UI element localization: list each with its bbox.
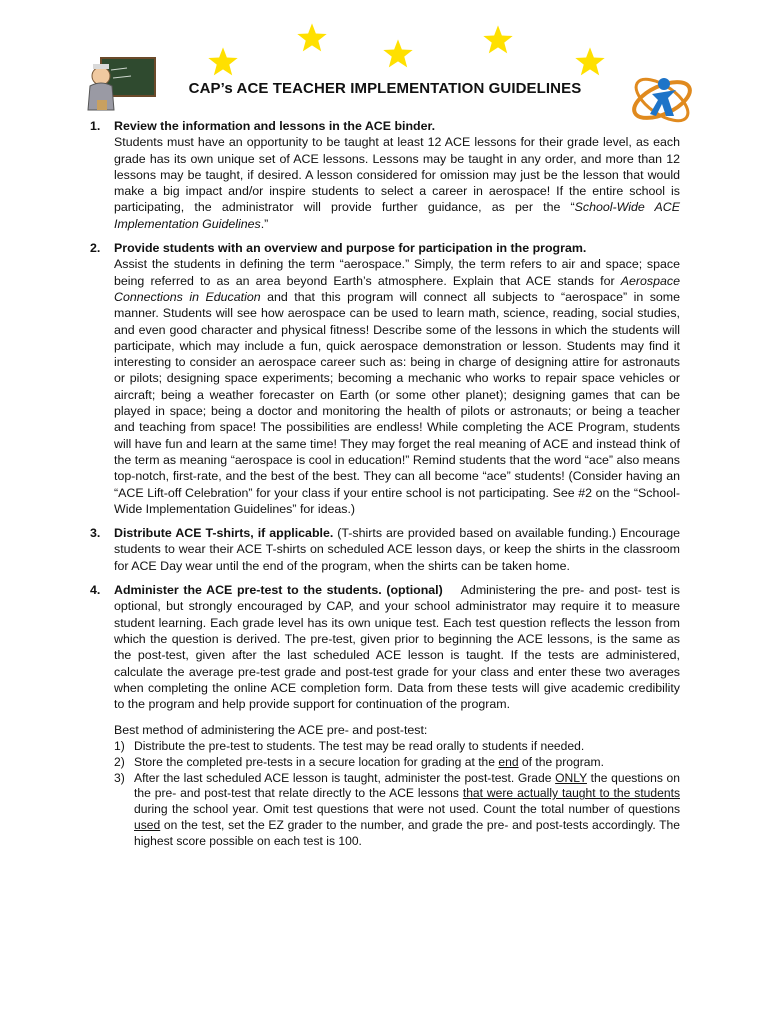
item-text [114,582,684,712]
item-body: (T-shirts are provided based on available funding.) Encourage students to wear their ACE T-shirts on scheduled ACE lesson days, or keep the shirts in the classroom for ACE Day wear until the end of the program, when the shirts can be taken home. [114,526,680,573]
star-icon [207,46,239,78]
item-body-italic: Aerospace Connections in Education [114,273,680,304]
guideline-item [90,582,684,712]
best-method-heading: Best method of administering the ACE pre- and post-test: [114,723,428,738]
item-heading: Review the information and lessons in the ACE binder. [114,119,436,133]
best-method-step [114,755,680,771]
item-body-end: and that this program will connect all subjects to “aerospace” in some manner. Students will see how aerospace can be used to learn math, science, reading, social studies, and even good character and physical fitness! Describe some of the lessons in which the students will participate, which may include a fun, quick aerospace demonstration or lesson. Students may find it interesting to consider an aerospace career such as: being in charge of designing attire for astronauts or pilots; designing space experiments; becoming a mechanic who works to repair space vehicles or aircraft; being a weather forecaster on Earth (or some other planet); designing games that can be played in space; being a doctor and monitoring the health of pilots or astronauts; or being a teacher and teaching from space! The possibilities are endless! While completing the ACE Program, students will have fun and learn at the same time! They may forget the real meaning of ACE and instead think of the term as meaning “aerospace is cool in education!” Remind students that the word “ace” also means top-notch, first-rate, and the best of the best. They can all become “ace” students! (Consider having an “ACE Lift-off Celebration” for your class if your entire school is not participating. See #2 on the “School-Wide Implementation Guidelines” for ideas.) [114,289,680,516]
page-title: CAP’s ACE TEACHER IMPLEMENTATION GUIDELINES [188,80,582,97]
step-number: 3) [114,770,125,785]
step-underlined: ONLY [555,770,587,785]
item-heading: Provide students with an overview and purpose for participation in the program. [114,241,587,256]
guideline-item [90,240,680,517]
step-underlined: used [134,818,161,833]
best-method-step [114,771,680,851]
star-icon [382,38,414,70]
best-method-step [114,739,680,755]
star-icon [574,46,606,78]
item-text [114,118,680,232]
item-text [114,525,680,574]
item-number: 3. [90,526,101,541]
item-body: Assist the students in defining the term “aerospace.” Simply, the term refers to air and space; space being referred to as an area beyond Earth’s atmosphere. Explain that ACE stands for [114,257,680,288]
item-number: 2. [90,241,101,256]
step-number: 1) [114,738,125,753]
item-body: Students must have an opportunity to be taught at least 12 ACE lessons for their grade level, as each grade has its own unique set of ACE lessons. Lessons may be taught in any order, and more than 12 lessons may be taught, if desired. A lesson considered for omission may just be the lesson that would make a big impact and/or inspire students to select a career in aerospace! If the entire school is participating, the administrator will provide further guidance, as per the “ [114,135,680,215]
step-number: 2) [114,754,125,769]
step-underlined: that were actually taught to the students [462,786,680,801]
item-body-italic: School-Wide ACE Implementation Guidelines [114,200,681,231]
step-text: Distribute the pre-test to students. The test may be read orally to students if needed. [134,738,585,753]
guideline-item [90,118,680,232]
star-icon [482,24,514,56]
step-text: After the last scheduled ACE lesson is taught, administer the post-test. Grade [134,770,556,785]
guidelines-content [90,118,684,850]
step-text: the questions on the pre- and post-test that relate directly to the ACE lessons [134,770,681,801]
guideline-item [90,525,680,574]
item-text [114,240,680,517]
item-heading: Administer the ACE pre-test to the students. (optional) [114,583,443,598]
item-body: Administering the pre- and post- test is optional, but strongly encouraged by CAP, and your school administrator may require it to measure student learning. Each grade level has its own unique test. Each test question reflects the lesson from which the question is derived. The pre-test, given prior to beginning the ACE lessons, is the same as the post-test, given after the last scheduled ACE lesson is taught. If the tests are administered, calculate the average pre-test grade and post-test grade for your class and enter these two averages when completing the online ACE completion form. Data from these tests will give academic credibility to the program and help provide support for continuation of the program. [114,583,684,712]
star-icon [296,22,328,54]
step-text-end: of the program. [518,754,604,769]
step-text: Store the completed pre-tests in a secure location for grading at the [134,754,499,769]
item-number: 4. [90,583,101,598]
item-heading: Distribute ACE T-shirts, if applicable. [114,526,334,541]
item-body-end: .” [260,216,269,231]
item-number: 1. [90,119,101,133]
step-text: on the test, set the EZ grader to the number, and grade the pre- and post-tests accordingly. The highest score possible on each test is 100. [134,818,680,849]
step-text: during the school year. Omit test questions that were not used. Count the total number of questions [134,802,680,817]
step-underlined: end [498,754,519,769]
